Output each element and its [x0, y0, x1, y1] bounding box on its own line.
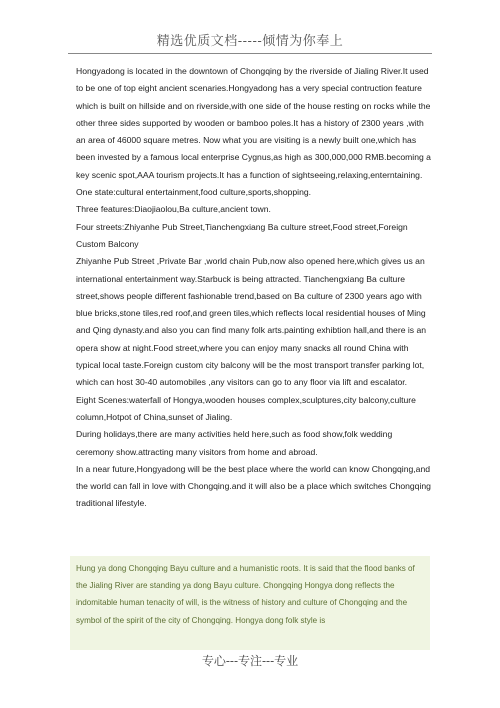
document-body [76, 63, 432, 513]
paragraph-eight-scenes: Eight Scenes:waterfall of Hongya,wooden houses complex,sculptures,city balcony,culture column,Hotpot of China,sunset of Jialing. [76, 394, 416, 422]
paragraph-streets-detail: Zhiyanhe Pub Street ,Private Bar ,world chain Pub,now also opened here,which gives us an international entertainment way.Starbuck is being attracted. Tianchengxiang Ba culture street,shows people different fashionable trend,based on Ba culture of 2300 years ago with blue bricks,stone tiles,red roof,and green tiles,which reflects local residential houses of Ming and Qing dynasty.and also you can find many folk arts.painting exhibtion hall,and there is an opera show at night.Food street,where you can enjoy many snacks all round China with typical local taste.Foreign custom city balcony will be the most transport transfer parking lot, which can host 30-40 automobiles ,any visitors can go to any floor via lift and escalator. [76, 256, 427, 388]
page-footer: 专心---专注---专业 [201, 654, 299, 668]
paragraph-future: In a near future,Hongyadong will be the best place where the world can know Chongqing,and the world can fall in love with Chongqing.and it will also be a place which switches Chongqing traditional lifestyle. [76, 463, 431, 509]
paragraph-three-features: Three features:Diaojiaolou,Ba culture,ancient town. [76, 204, 271, 215]
highlighted-excerpt [70, 556, 430, 650]
paragraph-intro: Hongyadong is located in the downtown of Chongqing by the riverside of Jialing River.It used to be one of top eight ancient scenaries.Hongyadong has a very special contruction feature which is built on hillside and on riverside,with one side of the house resting on rocks while the other three sides supported by wooden or bamboo poles.It has a history of 2300 years ,with an area of 46000 square metres. Now what you are visiting is a newly built one,which has been invested by a famous local enterprise Cygnus,as high as 300,000,000 RMB.becoming a key scenic spot,AAA tourism projects.It has a function of sightseeing,relaxing,enterntaining. [76, 66, 431, 180]
highlighted-excerpt-text: Hung ya dong Chongqing Bayu culture and a humanistic roots. It is said that the flood banks of the Jialing River are standing ya dong Bayu culture. Chongqing Hongya dong reflects the indomitable human tenacity of will, is the witness of history and culture of Chongqing and the symbol of the spirit of the city of Chongqing. Hongya dong folk style is [76, 564, 415, 625]
page-header: 精选优质文档-----倾情为你奉上 [156, 34, 344, 49]
paragraph-one-state: One state:cultural entertainment,food culture,sports,shopping. [76, 187, 312, 198]
paragraph-holidays: During holidays,there are many activities held here,such as food show,folk wedding ceremony show.attracting many visitors from home and abroad. [76, 429, 393, 457]
header-divider [68, 53, 432, 54]
paragraph-four-streets: Four streets:Zhiyanhe Pub Street,Tianchengxiang Ba culture street,Food street,Foreign Custom Balcony [76, 221, 408, 249]
